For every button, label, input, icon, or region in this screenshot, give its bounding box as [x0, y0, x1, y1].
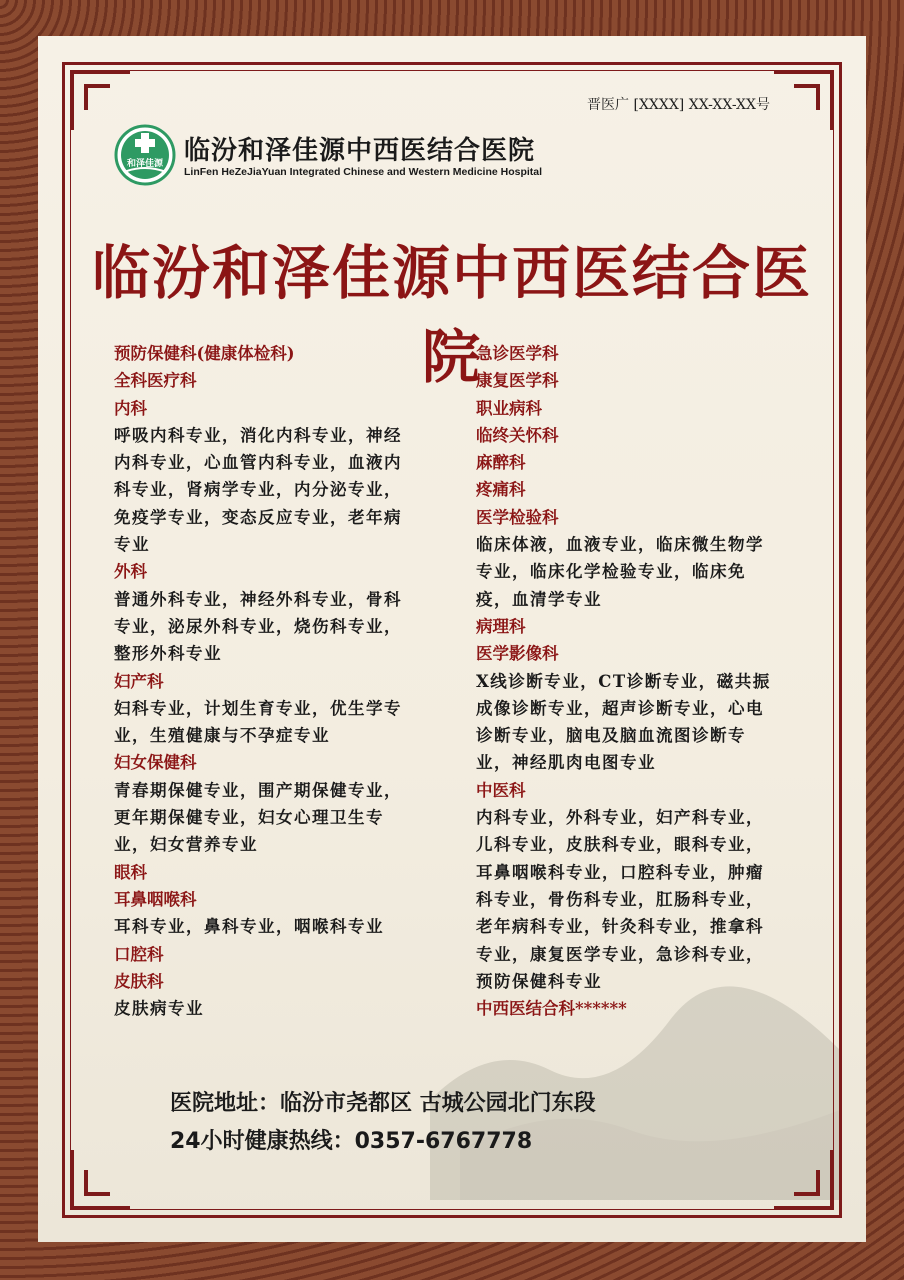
logo-text: 和泽佳源 — [126, 159, 164, 169]
specialty-line: 耳鼻咽喉科专业，口腔科专业，肿瘤 — [476, 862, 764, 882]
specialty-line: 呼吸内科专业，消化内科专业，神经 — [114, 425, 402, 445]
brand-name-cn: 临汾和泽佳源中西医结合医院 — [184, 136, 536, 166]
specialty-line: 专业，泌尿外科专业，烧伤科专业， — [114, 616, 402, 636]
specialty-line: 妇科专业，计划生育专业，优生学专 — [114, 698, 402, 718]
specialty-line: 临床体液，血液专业，临床微生物学 — [476, 535, 764, 555]
department-heading: 皮肤科 — [114, 971, 164, 991]
specialty-line: 免疫学专业，变态反应专业，老年病 — [114, 507, 402, 527]
corner-ornament-bottom-right — [774, 1150, 834, 1210]
department-heading: 耳鼻咽喉科 — [114, 889, 197, 909]
specialty-line: 青春期保健专业，围产期保健专业， — [114, 780, 402, 800]
specialty-line: 儿科专业，皮肤科专业，眼科专业， — [476, 835, 764, 855]
specialty-line: X线诊断专业，CT诊断专业，磁共振 — [476, 671, 771, 691]
department-heading: 康复医学科 — [476, 371, 559, 391]
department-heading: 疼痛科 — [476, 480, 526, 500]
specialty-line: 老年病科专业，针灸科专业，推拿科 — [476, 917, 764, 937]
specialty-line: 科专业，肾病学专业，内分泌专业， — [114, 480, 402, 500]
department-heading: 中医科 — [476, 780, 526, 800]
department-heading: 病理科 — [476, 616, 526, 636]
brand-name-en: LinFen HeZeJiaYuan Integrated Chinese and Western Medicine Hospital — [184, 166, 543, 178]
department-heading: 妇产科 — [114, 671, 164, 691]
department-heading: 外科 — [114, 562, 147, 582]
specialty-line: 成像诊断专业，超声诊断专业，心电 — [476, 698, 764, 718]
department-heading: 全科医疗科 — [114, 371, 197, 391]
department-heading: 急诊医学科 — [476, 344, 559, 363]
specialty-line: 业，神经肌肉电图专业 — [476, 753, 656, 773]
specialty-line: 整形外科专业 — [114, 644, 222, 664]
specialty-line: 皮肤病专业 — [114, 999, 204, 1019]
department-heading: 职业病科 — [476, 398, 542, 418]
department-heading: 临终关怀科 — [476, 425, 559, 445]
corner-ornament-bottom-left — [70, 1150, 130, 1210]
specialty-line: 专业，康复医学专业，急诊科专业， — [476, 944, 764, 964]
department-heading: 口腔科 — [114, 944, 164, 964]
specialty-line: 诊断专业，脑电及脑血流图诊断专 — [476, 726, 746, 746]
hospital-logo-icon — [114, 124, 176, 186]
corner-ornament-top-left — [70, 70, 130, 130]
page-title: 临汾和泽佳源中西医结合医院 — [91, 239, 812, 391]
right-department-list — [476, 340, 806, 1022]
specialty-line: 疫，血清学专业 — [476, 589, 602, 609]
specialty-line: 业，妇女营养专业 — [114, 835, 258, 855]
department-heading: 妇女保健科 — [114, 753, 197, 773]
specialty-line: 更年期保健专业，妇女心理卫生专 — [114, 808, 384, 828]
specialty-line: 内科专业，外科专业，妇产科专业， — [476, 808, 764, 828]
left-department-list — [114, 340, 444, 1022]
department-heading: 医学检验科 — [476, 507, 559, 527]
specialty-line: 业，生殖健康与不孕症专业 — [114, 726, 330, 746]
specialty-line: 预防保健科专业 — [476, 971, 602, 991]
department-heading: 中西医结合科****** — [476, 999, 627, 1019]
specialty-line: 专业 — [114, 535, 150, 555]
hospital-address: 医院地址：临汾市尧都区 古城公园北门东段 — [170, 1091, 596, 1116]
department-heading: 内科 — [114, 398, 147, 418]
specialty-line: 专业，临床化学检验专业，临床免 — [476, 562, 746, 582]
department-heading: 眼科 — [114, 862, 147, 882]
specialty-line: 内科专业，心血管内科专业，血液内 — [114, 453, 402, 473]
advertising-license-number: 晋医广 [XXXX] XX-XX-XX号 — [587, 97, 770, 113]
specialty-line: 耳科专业，鼻科专业，咽喉科专业 — [114, 917, 384, 937]
corner-ornament-top-right — [774, 70, 834, 130]
department-heading: 医学影像科 — [476, 644, 559, 664]
department-heading: 预防保健科(健康体检科) — [114, 344, 295, 363]
specialty-line: 科专业，骨伤科专业，肛肠科专业， — [476, 889, 764, 909]
specialty-line: 普通外科专业，神经外科专业，骨科 — [114, 589, 402, 609]
department-heading: 麻醉科 — [476, 453, 526, 473]
health-hotline: 24小时健康热线：0357-6767778 — [170, 1129, 533, 1154]
